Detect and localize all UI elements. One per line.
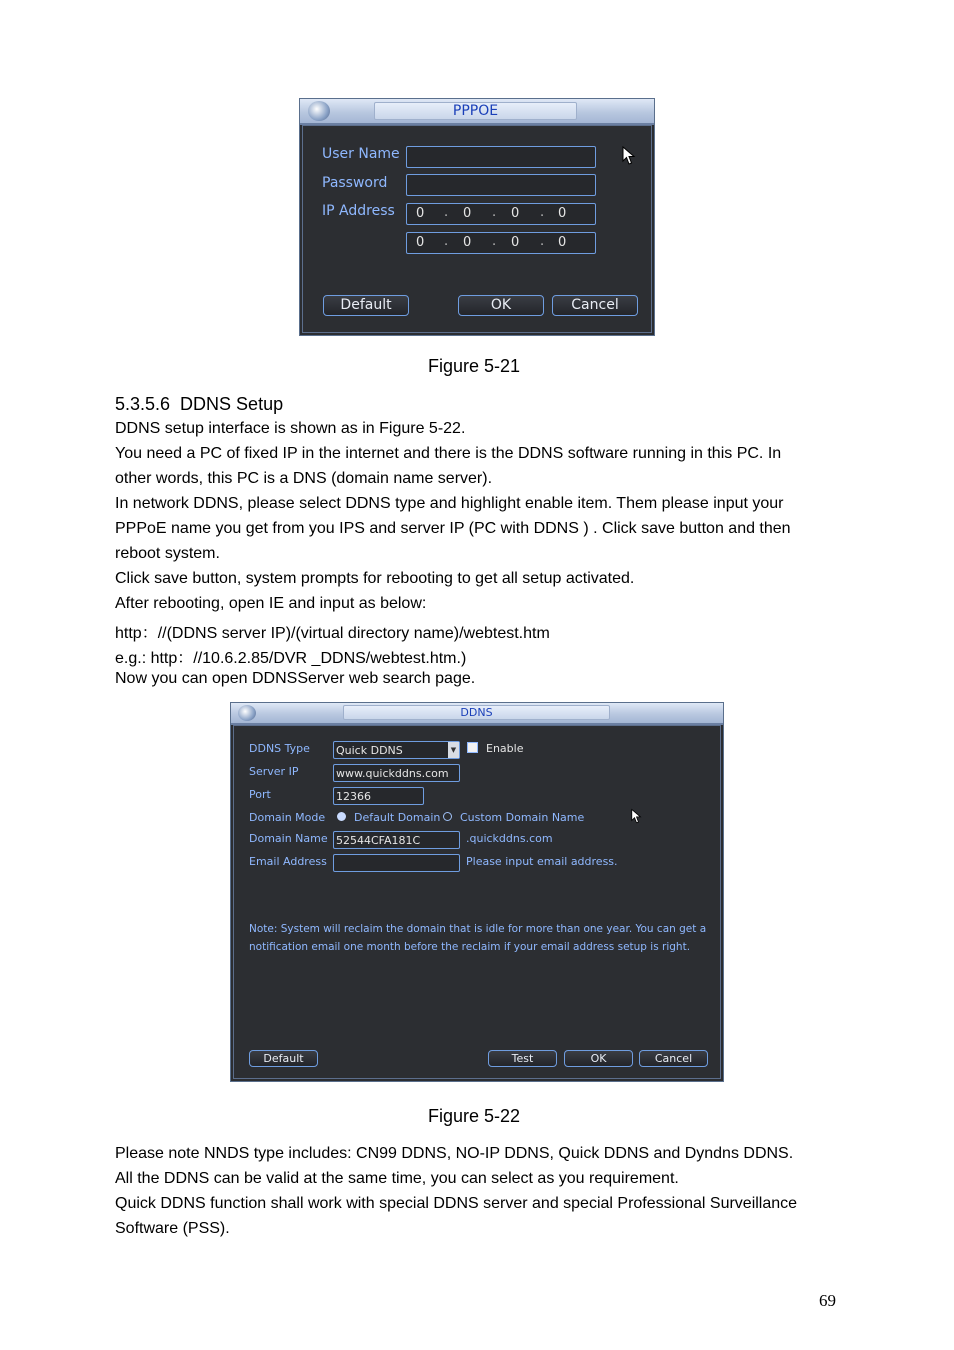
domain-suffix: .quickddns.com — [466, 832, 553, 845]
pppoe-title-bar — [300, 99, 654, 125]
ip-octet: 0 — [511, 235, 520, 250]
paragraph-line: Please note NNDS type includes: CN99 DDNS, NO-IP DDNS, Quick DDNS and Dyndns DDNS. — [115, 1145, 794, 1162]
ip-octet: 0 — [416, 206, 425, 221]
paragraph-line: All the DDNS can be valid at the same time, you can select as you requirement. — [115, 1170, 679, 1187]
paragraph-line: reboot system. — [115, 545, 220, 562]
domain-mode-label: Domain Mode — [249, 811, 326, 824]
user-name-input[interactable] — [406, 146, 596, 168]
ip-octet: 0 — [463, 206, 472, 221]
enable-label: Enable — [486, 742, 524, 755]
paragraph-line: http：//(DDNS server IP)/(virtual directory name)/webtest.htm — [115, 625, 550, 642]
port-input[interactable] — [333, 787, 424, 805]
server-ip-value: www.quickddns.com — [336, 767, 449, 780]
email-label: Email Address — [249, 855, 327, 868]
domain-name-input[interactable] — [333, 831, 460, 849]
ok-button[interactable]: OK — [458, 295, 544, 316]
paragraph-line: Software (PSS). — [115, 1220, 230, 1237]
ddns-title-bar — [231, 703, 723, 725]
custom-domain-label: Custom Domain Name — [460, 811, 585, 824]
page-number: 69 — [819, 1291, 836, 1310]
pppoe-body — [302, 125, 652, 333]
password-input[interactable] — [406, 174, 596, 196]
default-domain-radio[interactable] — [337, 812, 346, 821]
custom-domain-radio[interactable] — [443, 812, 452, 821]
cancel-button[interactable]: Cancel — [639, 1050, 708, 1067]
password-label: Password — [322, 175, 388, 191]
ddns-type-value: Quick DDNS — [336, 744, 403, 757]
server-ip-label: Server IP — [249, 765, 299, 778]
ip-dot: . — [444, 205, 449, 220]
ip-dot: . — [540, 234, 545, 249]
dropdown-arrow-icon[interactable]: ▼ — [448, 742, 459, 758]
ip-octet: 0 — [463, 235, 472, 250]
ip-dot: . — [540, 205, 545, 220]
paragraph-line: After rebooting, open IE and input as below: — [115, 595, 427, 612]
ip-address-input-2[interactable] — [406, 232, 596, 254]
mouse-cursor-icon — [622, 146, 636, 166]
default-button[interactable]: Default — [249, 1050, 318, 1067]
enable-checkbox[interactable] — [467, 742, 478, 753]
ddns-body — [233, 725, 721, 1079]
paragraph-line: PPPoE name you get from you IPS and server IP (PC with DDNS ) . Click save button and then — [115, 520, 791, 537]
email-input[interactable] — [333, 854, 460, 872]
ip-dot: . — [444, 234, 449, 249]
ddns-type-select[interactable] — [333, 741, 460, 759]
ip-octet: 0 — [558, 206, 567, 221]
domain-name-label: Domain Name — [249, 832, 328, 845]
ok-button[interactable]: OK — [564, 1050, 633, 1067]
section-heading: 5.3.5.6 DDNS Setup — [115, 394, 284, 414]
port-value: 12366 — [336, 790, 371, 803]
ip-octet: 0 — [511, 206, 520, 221]
ip-address-label: IP Address — [322, 203, 395, 219]
paragraph-line: Quick DDNS function shall work with special DDNS server and special Professional Surveillance — [115, 1195, 798, 1212]
figure-caption: Figure 5-21 — [428, 356, 521, 376]
dialog-title: PPPOE — [374, 102, 577, 120]
note-line: notification email one month before the reclaim if your email address setup is right. — [249, 941, 691, 953]
paragraph-line: In network DDNS, please select DDNS type and highlight enable item. Them please input your — [115, 495, 784, 512]
default-domain-label: Default Domain — [354, 811, 441, 824]
app-logo-icon — [238, 705, 256, 721]
ip-dot: . — [492, 234, 497, 249]
test-button[interactable]: Test — [488, 1050, 557, 1067]
domain-name-value: 52544CFA181C — [336, 834, 421, 847]
paragraph-line: Now you can open DDNSServer web search page. — [115, 670, 476, 687]
app-logo-icon — [308, 101, 330, 121]
paragraph-line: DDNS setup interface is shown as in Figure 5-22. — [115, 420, 466, 437]
note-line: Note: System will reclaim the domain that is idle for more than one year. You can get a — [249, 923, 707, 935]
default-button[interactable]: Default — [323, 295, 409, 316]
pppoe-dialog — [299, 98, 655, 336]
port-label: Port — [249, 788, 271, 801]
user-name-label: User Name — [322, 146, 400, 162]
ip-octet: 0 — [416, 235, 425, 250]
cancel-button[interactable]: Cancel — [552, 295, 638, 316]
ddns-type-label: DDNS Type — [249, 742, 310, 755]
dialog-title: DDNS — [343, 705, 610, 720]
paragraph-line: Click save button, system prompts for rebooting to get all setup activated. — [115, 570, 635, 587]
email-hint: Please input email address. — [466, 855, 618, 868]
paragraph-line: You need a PC of fixed IP in the internet and there is the DDNS software running in this PC. In — [115, 445, 782, 462]
ip-octet: 0 — [558, 235, 567, 250]
paragraph-line: e.g.: http：//10.6.2.85/DVR _DDNS/webtest.htm.) — [115, 650, 467, 667]
ddns-dialog — [230, 702, 724, 1082]
ip-address-input[interactable] — [406, 203, 596, 225]
figure-caption: Figure 5-22 — [428, 1106, 521, 1126]
ip-dot: . — [492, 205, 497, 220]
paragraph-line: other words, this PC is a DNS (domain name server). — [115, 470, 493, 487]
mouse-cursor-icon — [631, 808, 642, 825]
server-ip-input[interactable] — [333, 764, 460, 782]
